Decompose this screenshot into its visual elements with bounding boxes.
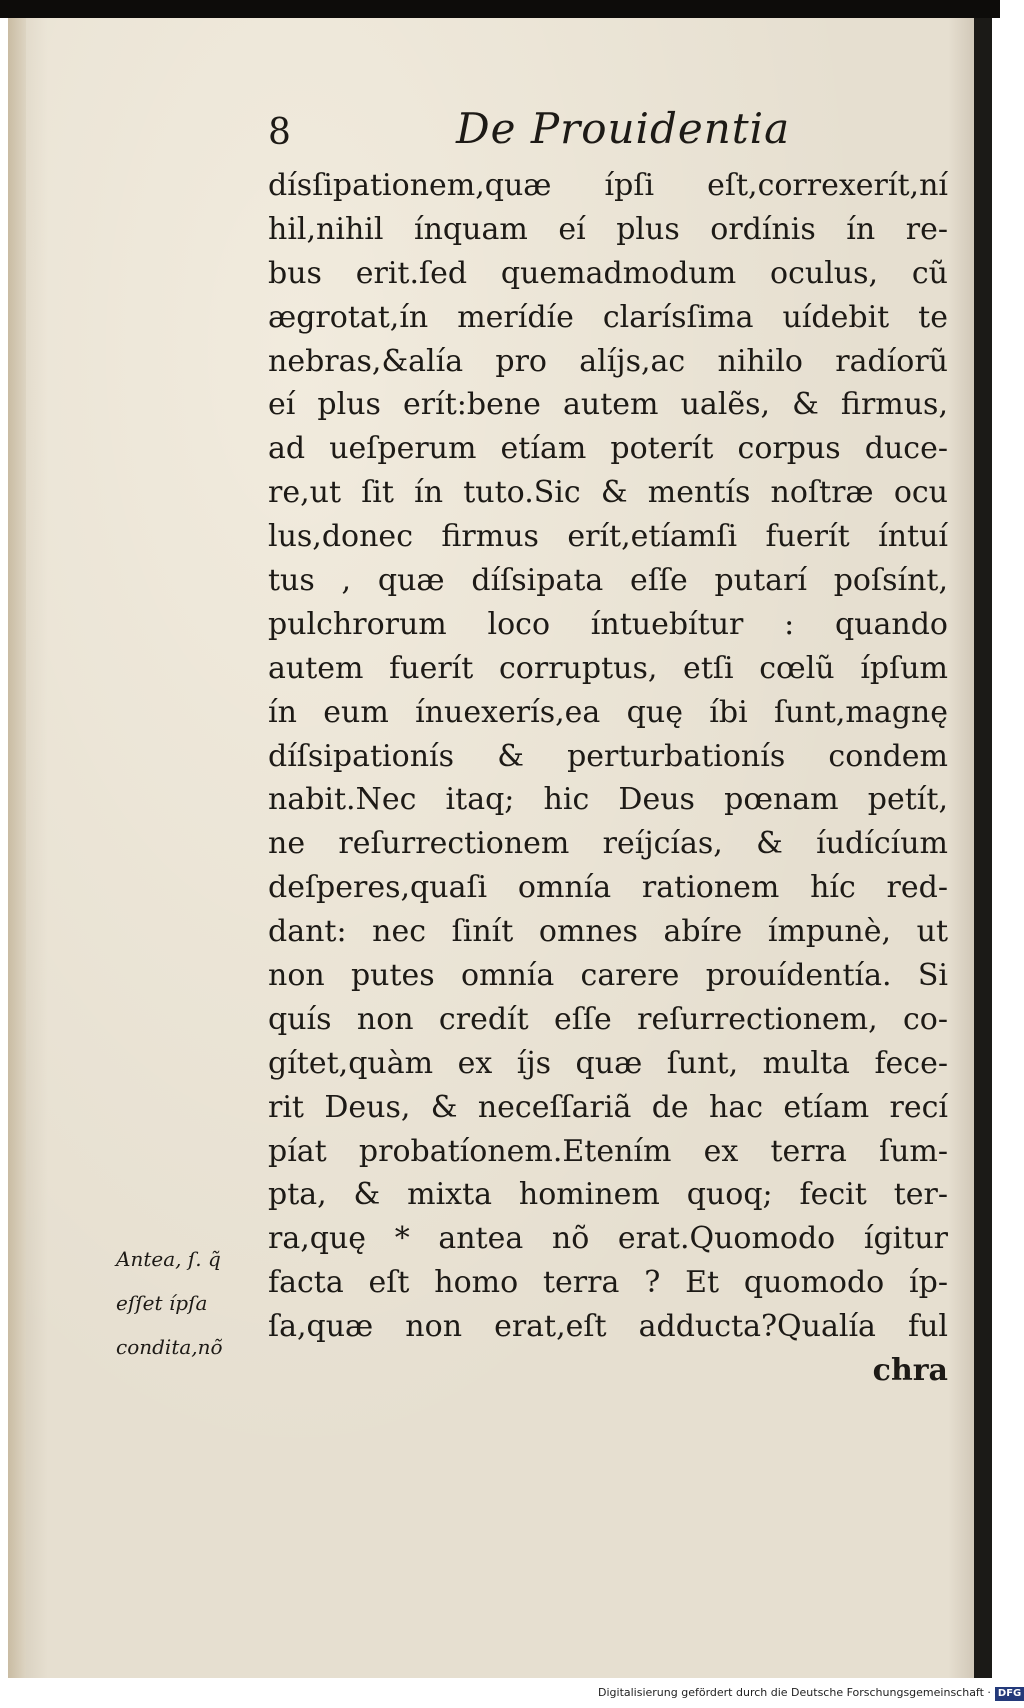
text-line: ne reſurrectionem reíjcías, & íudícíum — [268, 826, 948, 862]
marginal-note-line: condita,nõ — [116, 1335, 223, 1359]
page-number: 8 — [268, 112, 291, 153]
marginal-note-line: Antea, ſ. q̃ — [116, 1247, 221, 1271]
credit-text: Digitalisierung gefördert durch die Deutsche Forschungsgemeinschaft · — [598, 1686, 991, 1699]
text-line: díſsipationís & perturbationís condem — [268, 738, 948, 774]
text-line: facta eſt homo terra ? Et quomodo íp- — [268, 1265, 948, 1301]
text-line: non putes omnía carere prouídentía. Si — [268, 958, 948, 994]
text-line: quís non credít eſſe reſurrectionem, co- — [268, 1001, 948, 1037]
text-line: ra,quę * antea nõ erat.Quomodo ígitur — [268, 1221, 948, 1257]
text-line: deſperes,quaſi omnía rationem híc red- — [268, 870, 948, 906]
text-line: nebras,&alía pro alíjs,ac nihilo radíorũ — [268, 343, 948, 379]
text-line: lus,donec firmus erít,etíamſi fuerít íntuí — [268, 519, 948, 555]
digitization-credit — [598, 1686, 1024, 1701]
text-line: eí plus erít:bene autem ualẽs, & firmus, — [268, 387, 948, 423]
text-line: dant: nec ſinít omnes abíre ímpunè, ut — [268, 914, 948, 950]
text-line: ín eum ínuexerís,ea quę íbi ſunt,magnę — [268, 694, 948, 730]
text-line: píat probatíonem.Etením ex terra ſum- — [268, 1133, 948, 1169]
text-line: ægrotat,ín merídíe clarísſima uídebit te — [268, 299, 948, 335]
page-header — [268, 104, 948, 160]
marginal-note — [116, 1237, 266, 1369]
text-line: autem fuerít corruptus, etſi cœlũ ípſum — [268, 650, 948, 686]
body-text — [268, 164, 948, 1393]
text-line: tus , quæ díſsipata eſſe putarí poſsínt, — [268, 563, 948, 599]
page-gutter-edge — [8, 18, 26, 1678]
text-line: nabit.Nec itaq; hic Deus pœnam petít, — [268, 782, 948, 818]
text-line: gítet,quàm ex íjs quæ ſunt, multa fece- — [268, 1045, 948, 1081]
text-line: ad ueſperum etíam poterít corpus duce- — [268, 431, 948, 467]
dfg-logo: DFG — [995, 1687, 1024, 1701]
text-line: re,ut ſit ín tuto.Sic & mentís noſtræ ocu — [268, 475, 948, 511]
catchword: chra — [872, 1353, 948, 1389]
text-line: ſa,quæ non erat,eſt adducta?Qualía ful — [268, 1309, 948, 1345]
text-line: rit Deus, & neceſſariã de hac etíam recí — [268, 1089, 948, 1125]
text-line: bus erit.ſed quemadmodum oculus, cũ — [268, 255, 948, 291]
text-line: dísſipationem,quæ ípſi eſt,correxerít,ní — [268, 168, 948, 203]
marginal-note-line: eſſet ípſa — [116, 1291, 208, 1315]
running-title: De Prouidentia — [456, 104, 791, 153]
text-line: pta, & mixta hominem quoq; fecit ter- — [268, 1177, 948, 1213]
scan-top-border — [0, 0, 1000, 18]
text-line: hil,nihil ínquam eí plus ordínis ín re- — [268, 211, 948, 247]
text-line: pulchrorum loco íntuebítur : quando — [268, 606, 948, 642]
